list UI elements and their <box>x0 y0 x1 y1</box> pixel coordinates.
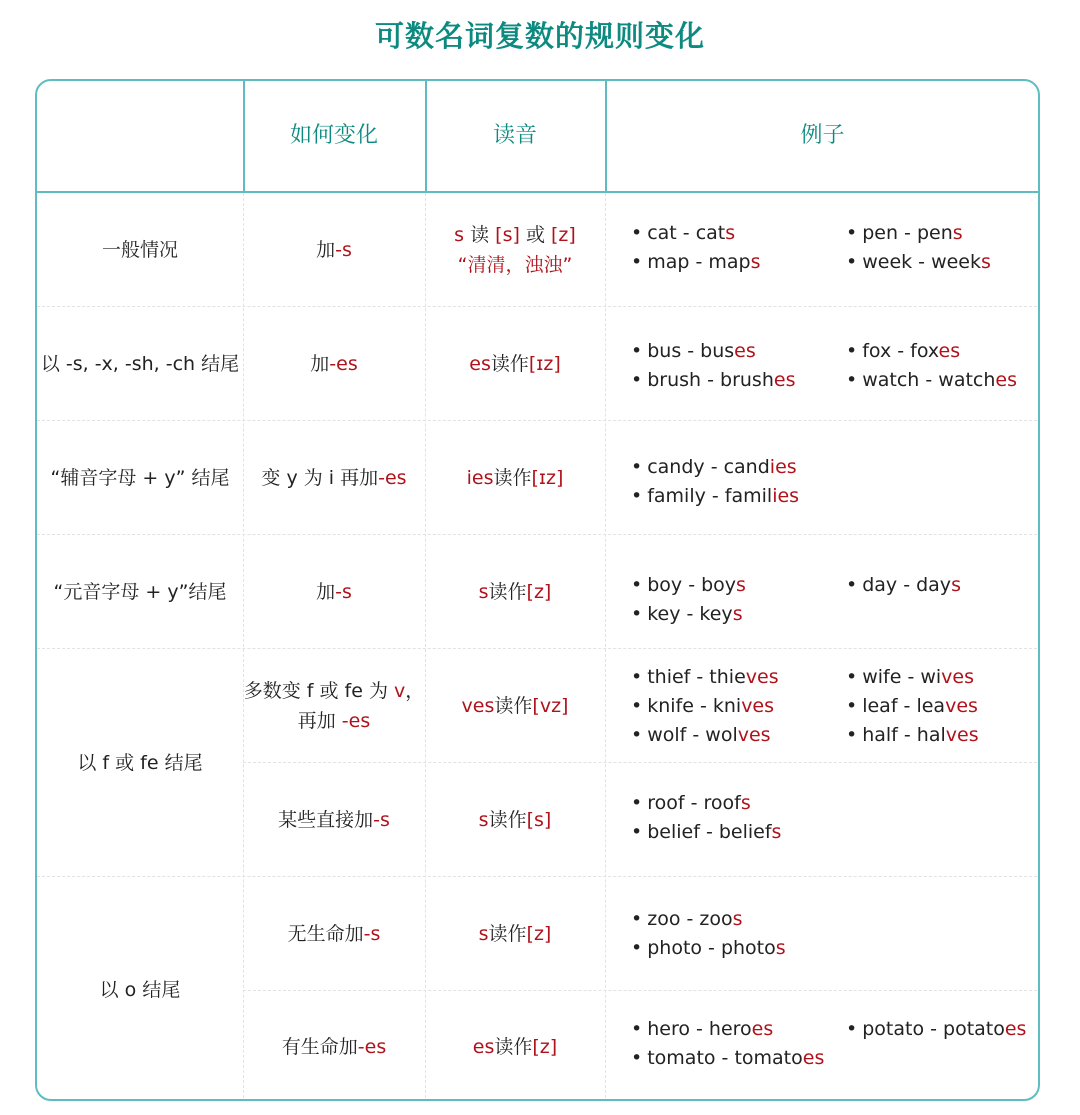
change-cell: 多数变 f 或 fe 为 v， 再加 -es <box>243 679 425 732</box>
header-examples: 例子 <box>800 123 845 148</box>
example-list-left <box>631 905 786 963</box>
pronunciation-cell <box>425 193 605 306</box>
example-item: • leaf - leaves <box>846 695 978 717</box>
change-cell: 有生命加 -es <box>281 1036 387 1058</box>
category-s-x-sh-ch: 以 -s, -x, -sh, -ch 结尾 <box>40 352 240 375</box>
example-list-left <box>631 663 779 750</box>
example-list-left <box>631 219 760 277</box>
rules-table <box>35 79 1040 1101</box>
pron-line2: “清清，浊浊” <box>457 253 573 276</box>
change-cell: 加 -s <box>316 580 352 603</box>
example-item: • tomato - tomatoes <box>631 1047 825 1069</box>
example-list-right <box>846 663 979 750</box>
header-how: 如何变化 <box>289 123 378 148</box>
example-item: • family - families <box>631 485 800 507</box>
example-item: • belief - beliefs <box>631 821 782 843</box>
example-list-right <box>846 219 991 277</box>
example-item: • hero - heroes <box>631 1018 774 1040</box>
change-cell: 某些直接加 -s <box>278 808 390 831</box>
example-item: • brush - brushes <box>631 369 796 391</box>
example-item: • photo - photos <box>631 937 786 959</box>
pronunciation-cell: s 读作 [z] <box>478 922 552 945</box>
example-list-left <box>631 1015 824 1073</box>
change-cell: 变 y 为 i 再加 -es <box>261 466 407 489</box>
example-list-right <box>846 571 961 600</box>
example-item: • wolf - wolves <box>631 724 771 746</box>
pronunciation-cell: s 读作 [z] <box>478 580 552 603</box>
category-consonant-y: “辅音字母 + y” 结尾 <box>50 466 230 489</box>
category-f-fe: 以 f 或 fe 结尾 <box>77 751 203 774</box>
example-list-left <box>631 453 799 511</box>
example-item: • potato - potatoes <box>846 1018 1027 1040</box>
example-list-left <box>631 789 781 847</box>
example-item: • thief - thieves <box>631 666 779 688</box>
example-item: • boy - boys <box>631 574 746 596</box>
example-item: • key - keys <box>631 603 743 625</box>
pronunciation-cell: ies 读作 [ɪz] <box>466 466 564 489</box>
example-list-right <box>846 337 1017 395</box>
example-item: • wife - wives <box>846 666 975 688</box>
example-item: • day - days <box>846 574 961 596</box>
example-item: • week - weeks <box>846 251 991 273</box>
change-cell: 加 -es <box>310 352 358 375</box>
change-cell: 加 -s <box>316 238 352 261</box>
pron-line1: s 读 [s] 或 [z] <box>454 223 576 246</box>
example-item: • fox - foxes <box>846 340 961 362</box>
example-item: • knife - knives <box>631 695 775 717</box>
page-title: 可数名词复数的规则变化 <box>374 19 705 53</box>
pronunciation-cell: es 读作 [z] <box>472 1036 558 1058</box>
pronunciation-cell: es 读作 [ɪz] <box>469 352 561 375</box>
example-list-right <box>846 1015 1026 1044</box>
example-item: • zoo - zoos <box>631 908 743 930</box>
example-item: • cat - cats <box>631 222 736 244</box>
header-pronunciation: 读音 <box>492 123 537 148</box>
example-list-left <box>631 337 795 395</box>
example-item: • watch - watches <box>846 369 1017 391</box>
example-item: • map - maps <box>631 251 761 273</box>
pronunciation-cell: ves 读作 [vz] <box>461 694 569 717</box>
column-divider <box>605 193 606 1101</box>
example-item: • bus - buses <box>631 340 756 362</box>
change-cell: 无生命加 -s <box>287 922 381 945</box>
example-item: • candy - candies <box>631 456 797 478</box>
category-vowel-y: “元音字母 + y”结尾 <box>53 580 227 603</box>
example-list-left <box>631 571 746 629</box>
example-item: • roof - roofs <box>631 792 751 814</box>
pronunciation-cell: s 读作 [s] <box>478 808 552 831</box>
category-general: 一般情况 <box>101 238 178 261</box>
category-o: 以 o 结尾 <box>99 979 181 1001</box>
example-item: • half - halves <box>846 724 979 746</box>
example-item: • pen - pens <box>846 222 963 244</box>
